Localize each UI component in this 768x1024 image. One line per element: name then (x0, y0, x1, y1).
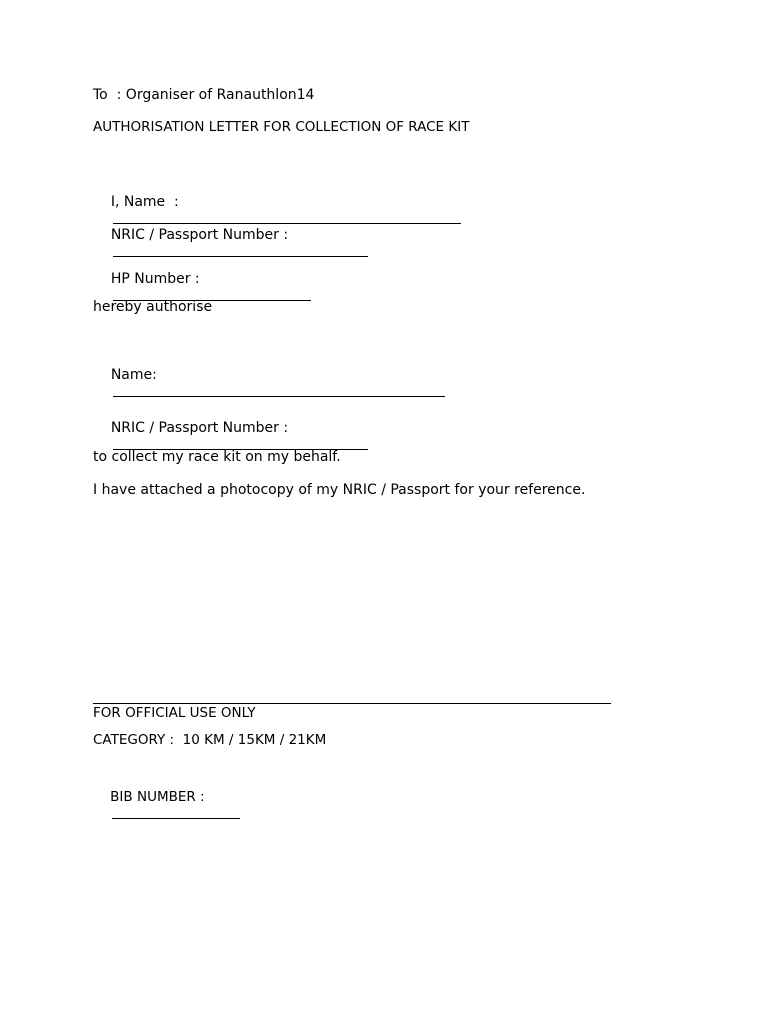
official-separator-line (93, 703, 611, 704)
bib-number-field[interactable] (112, 804, 240, 819)
collector-name-row (93, 354, 445, 414)
applicant-nric-label: NRIC / Passport Number : (110, 227, 289, 243)
bib-number-label: BIB NUMBER : (110, 788, 205, 805)
to-line: To : Organiser of Ranauthlon14 (93, 87, 315, 103)
applicant-name-label: I, Name : (110, 194, 179, 210)
bib-number-row (93, 777, 240, 836)
applicant-hp-label: HP Number : (110, 271, 200, 287)
category-line: CATEGORY : 10 KM / 15KM / 21KM (93, 732, 327, 748)
letter-title: AUTHORISATION LETTER FOR COLLECTION OF RACE KIT (93, 119, 470, 135)
attachment-text: I have attached a photocopy of my NRIC / Passport for your reference. (93, 482, 586, 498)
collector-name-label: Name: (110, 367, 157, 383)
collector-nric-field[interactable] (113, 435, 368, 450)
purpose-text: to collect my race kit on my behalf. (93, 449, 341, 465)
collector-nric-label: NRIC / Passport Number : (110, 420, 289, 436)
authorise-text: hereby authorise (93, 299, 213, 315)
applicant-nric-field[interactable] (113, 242, 368, 257)
official-heading: FOR OFFICIAL USE ONLY (93, 705, 256, 721)
collector-name-field[interactable] (113, 382, 445, 397)
